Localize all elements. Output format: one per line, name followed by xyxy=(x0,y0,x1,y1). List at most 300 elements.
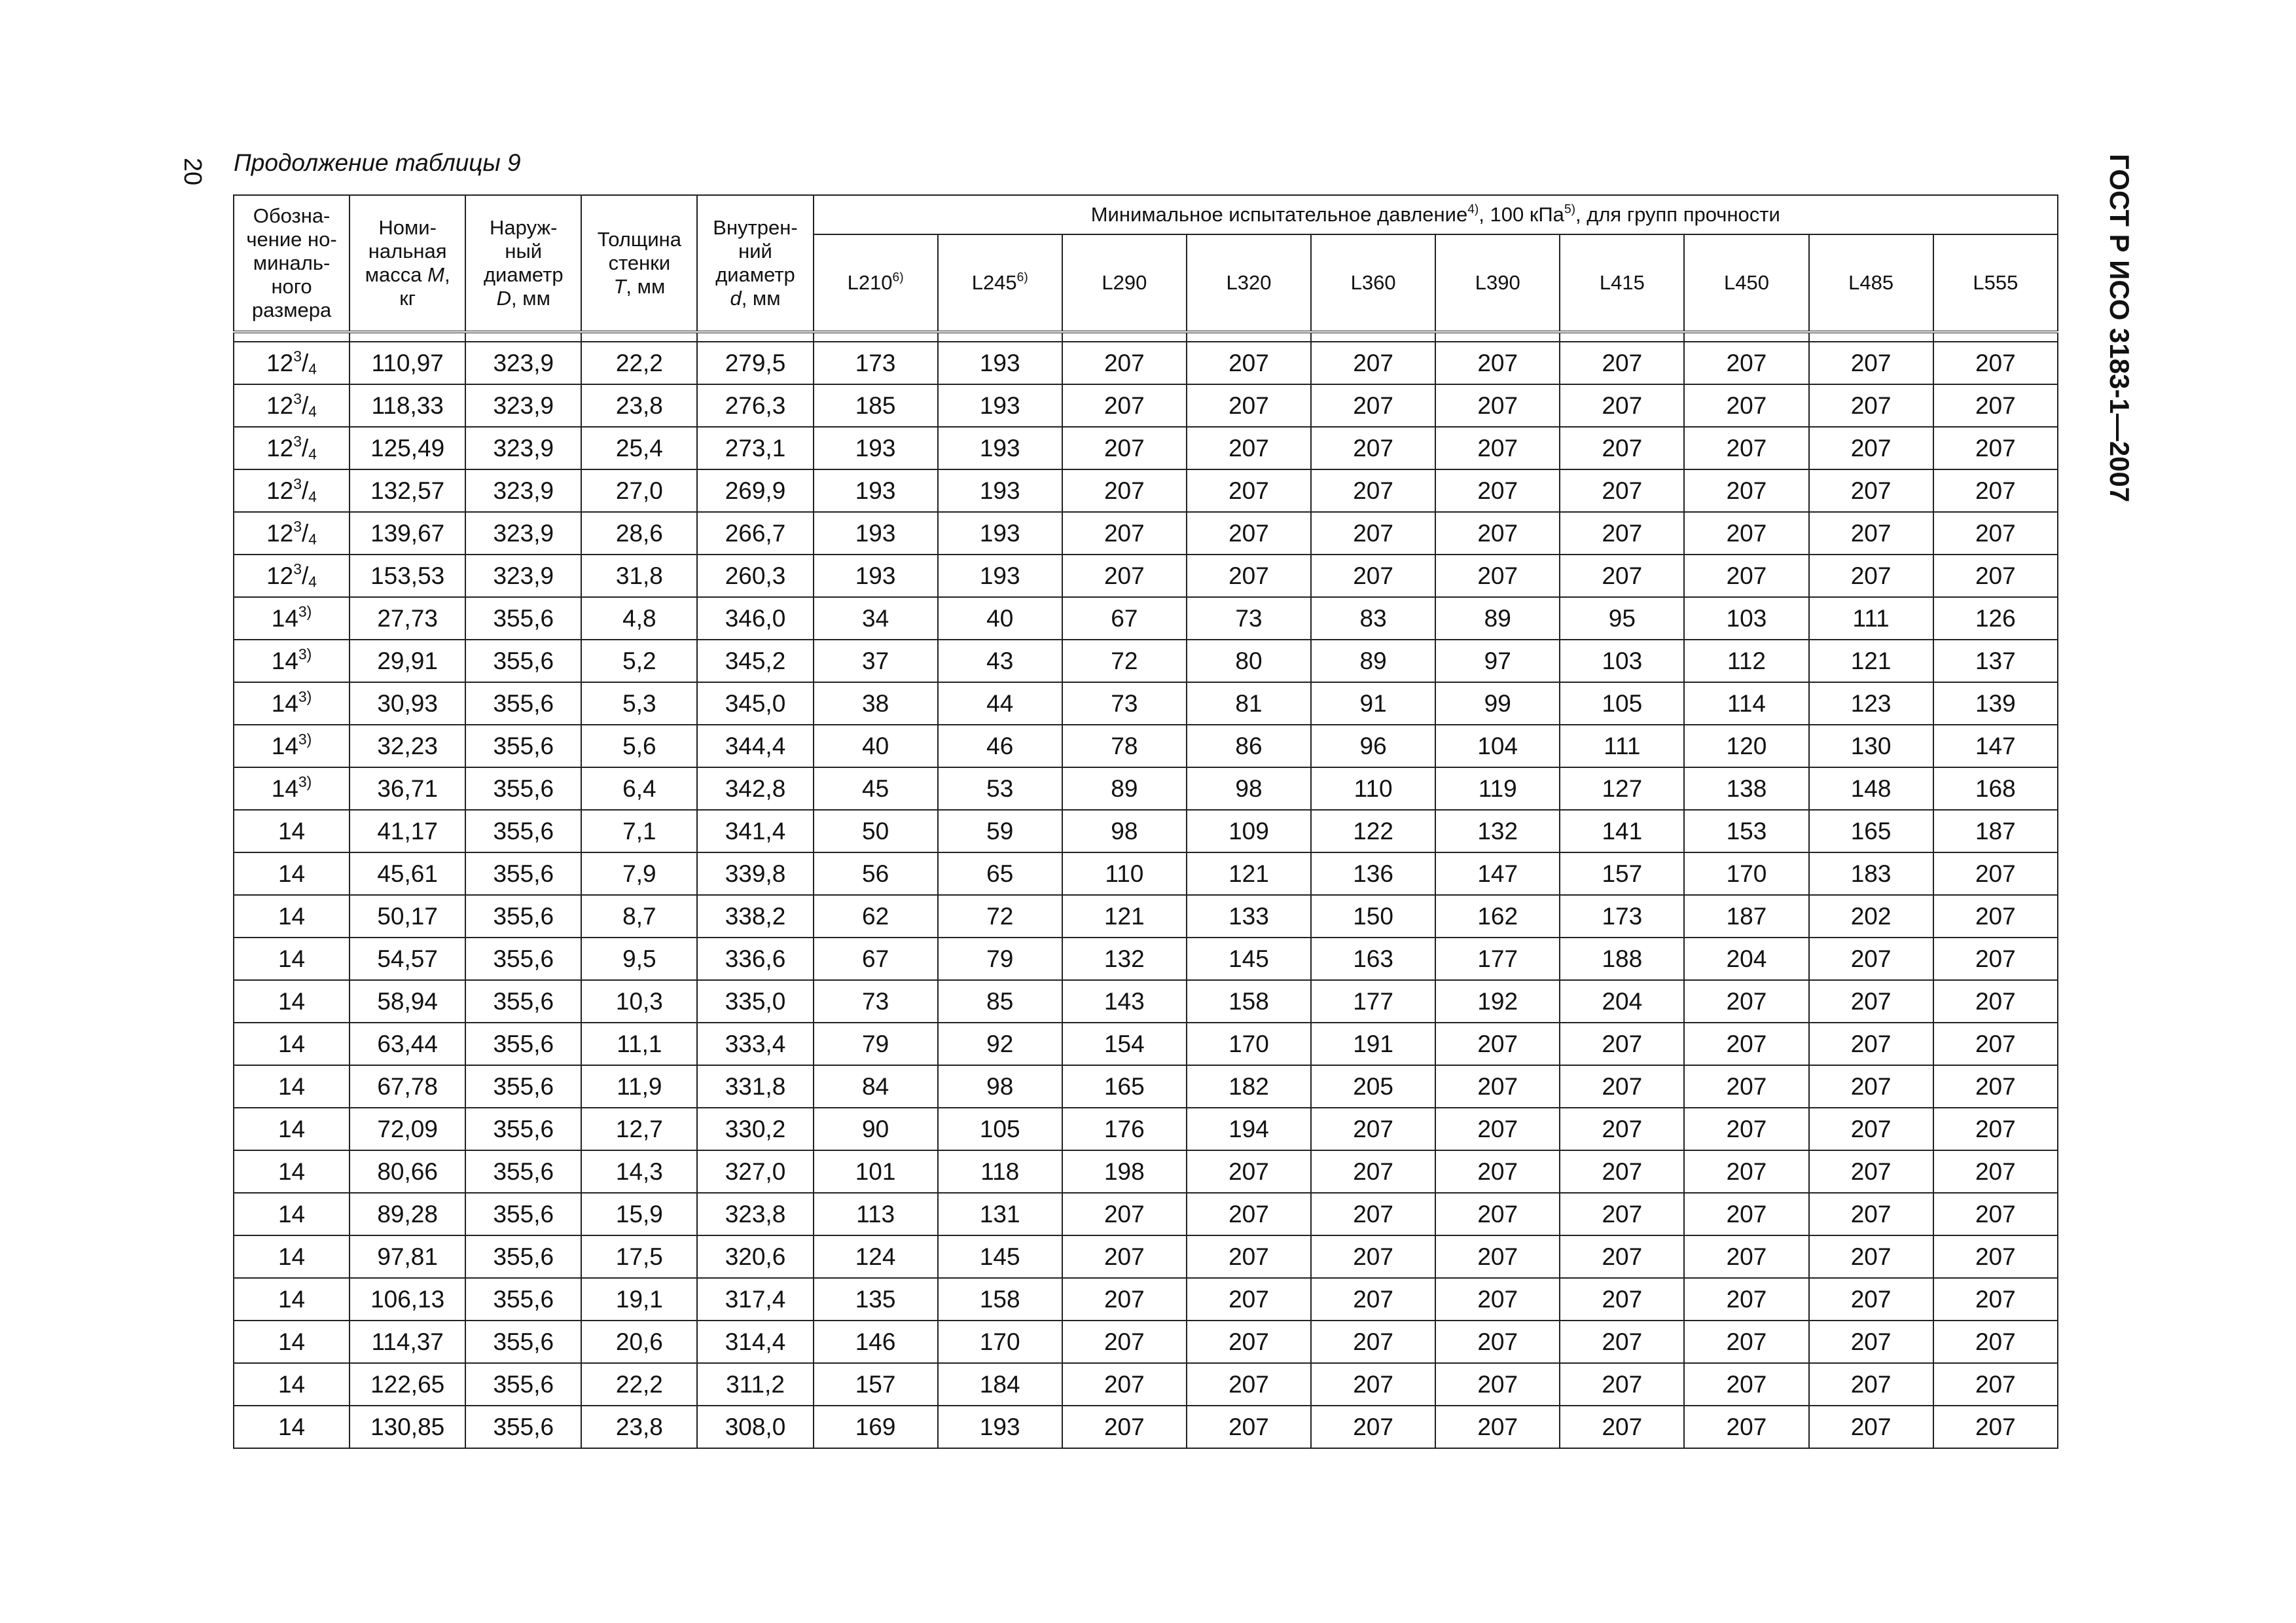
size-designation-cell: 14 xyxy=(234,1023,350,1065)
table-cell: 139 xyxy=(1933,682,2058,725)
table-cell: 355,6 xyxy=(465,682,581,725)
table-cell: 207 xyxy=(1062,1321,1187,1363)
table-cell: 170 xyxy=(1684,852,1808,895)
table-cell: 327,0 xyxy=(697,1150,813,1193)
table-cell: 204 xyxy=(1684,938,1808,980)
table-row xyxy=(234,555,2058,597)
table-cell: 29,91 xyxy=(350,640,465,682)
table-cell: 355,6 xyxy=(465,1150,581,1193)
table-cell: 207 xyxy=(1809,1065,1933,1108)
table-cell: 98 xyxy=(1062,810,1187,852)
table-cell: 121 xyxy=(1062,895,1187,938)
table-row xyxy=(234,980,2058,1023)
size-designation-cell: 14 xyxy=(234,1406,350,1448)
table-cell: 207 xyxy=(1435,1278,1560,1321)
table-cell: 95 xyxy=(1560,597,1684,640)
table-cell: 323,9 xyxy=(465,342,581,384)
table-cell: 8,7 xyxy=(581,895,697,938)
table-cell: 163 xyxy=(1311,938,1435,980)
table-cell: 207 xyxy=(1933,1363,2058,1406)
size-designation-cell: 14 xyxy=(234,1321,350,1363)
size-designation-cell: $12^3/_4$ xyxy=(234,342,350,384)
table-cell: 173 xyxy=(814,342,938,384)
table-cell: 62 xyxy=(814,895,938,938)
table-cell: 157 xyxy=(1560,852,1684,895)
table-cell: 15,9 xyxy=(581,1193,697,1235)
table-cell: 193 xyxy=(814,555,938,597)
size-designation-cell: 14 xyxy=(234,1278,350,1321)
table-cell: 207 xyxy=(1933,938,2058,980)
table-cell: 355,6 xyxy=(465,1363,581,1406)
table-row xyxy=(234,1363,2058,1406)
size-designation-cell: 14$^{3)}$ xyxy=(234,597,350,640)
table-cell: 105 xyxy=(1560,682,1684,725)
table-cell: 113 xyxy=(814,1193,938,1235)
table-cell: 193 xyxy=(938,342,1062,384)
header-designation: Обозна- чение но- миналь- ного размера xyxy=(234,195,350,332)
table-cell: 323,9 xyxy=(465,427,581,469)
table-cell: 79 xyxy=(814,1023,938,1065)
table-cell: 207 xyxy=(1435,1235,1560,1278)
table-cell: 121 xyxy=(1187,852,1311,895)
table-cell: 207 xyxy=(1684,384,1808,427)
table-cell: 207 xyxy=(1933,1321,2058,1363)
table-cell: 207 xyxy=(1684,1193,1808,1235)
table-cell: 207 xyxy=(1684,1321,1808,1363)
table-cell: 355,6 xyxy=(465,1321,581,1363)
grade-header: L245$^{6)}$ xyxy=(938,234,1062,332)
table-cell: 176 xyxy=(1062,1108,1187,1150)
grade-header: L555 xyxy=(1933,234,2058,332)
table-cell: 131 xyxy=(938,1193,1062,1235)
table-cell: 43 xyxy=(938,640,1062,682)
table-cell: 344,4 xyxy=(697,725,813,767)
table-cell: 207 xyxy=(1933,1193,2058,1235)
table-cell: 207 xyxy=(1933,1235,2058,1278)
table-cell: 153,53 xyxy=(350,555,465,597)
table-cell: 355,6 xyxy=(465,938,581,980)
table-cell: 333,4 xyxy=(697,1023,813,1065)
table-cell: 355,6 xyxy=(465,1278,581,1321)
table-cell: 154 xyxy=(1062,1023,1187,1065)
size-designation-cell: 14 xyxy=(234,1363,350,1406)
table-cell: 207 xyxy=(1809,1363,1933,1406)
table-cell: 92 xyxy=(938,1023,1062,1065)
table-row xyxy=(234,597,2058,640)
table-cell: 207 xyxy=(1809,469,1933,512)
table-cell: 207 xyxy=(1684,427,1808,469)
table-cell: 138 xyxy=(1684,767,1808,810)
table-cell: 279,5 xyxy=(697,342,813,384)
table-row xyxy=(234,1406,2058,1448)
table-continuation-title: Продолжение таблицы 9 xyxy=(234,149,521,176)
table-cell: 355,6 xyxy=(465,810,581,852)
table-cell: 207 xyxy=(1311,1278,1435,1321)
table-cell: 103 xyxy=(1684,597,1808,640)
table-cell: 45 xyxy=(814,767,938,810)
table-cell: 22,2 xyxy=(581,342,697,384)
table-cell: 207 xyxy=(1933,469,2058,512)
table-cell: 183 xyxy=(1809,852,1933,895)
table-cell: 207 xyxy=(1435,342,1560,384)
table-cell: 355,6 xyxy=(465,1235,581,1278)
table-cell: 207 xyxy=(1933,1278,2058,1321)
table-cell: 112 xyxy=(1684,640,1808,682)
table-cell: 207 xyxy=(1684,980,1808,1023)
table-cell: 355,6 xyxy=(465,852,581,895)
table-cell: 314,4 xyxy=(697,1321,813,1363)
table-row xyxy=(234,640,2058,682)
size-designation-cell: 14 xyxy=(234,980,350,1023)
table-cell: 105 xyxy=(938,1108,1062,1150)
header-inner-diameter: Внутрен- ний диаметр d, мм xyxy=(697,195,813,332)
table-cell: 67 xyxy=(814,938,938,980)
table-cell: 207 xyxy=(1933,384,2058,427)
table-cell: 137 xyxy=(1933,640,2058,682)
table-cell: 207 xyxy=(1933,1108,2058,1150)
table-cell: 53 xyxy=(938,767,1062,810)
table-cell: 90 xyxy=(814,1108,938,1150)
table-cell: 106,13 xyxy=(350,1278,465,1321)
table-cell: 355,6 xyxy=(465,1065,581,1108)
table-cell: 193 xyxy=(938,512,1062,555)
grade-header: L210$^{6)}$ xyxy=(814,234,938,332)
header-wall-thickness: Толщина стенки T, мм xyxy=(581,195,697,332)
table-cell: 207 xyxy=(1560,1235,1684,1278)
table-row xyxy=(234,1235,2058,1278)
table-cell: 207 xyxy=(1435,512,1560,555)
table-cell: 118 xyxy=(938,1150,1062,1193)
table-cell: 317,4 xyxy=(697,1278,813,1321)
table-cell: 109 xyxy=(1187,810,1311,852)
table-cell: 207 xyxy=(1809,938,1933,980)
table-cell: 207 xyxy=(1809,1108,1933,1150)
table-cell: 207 xyxy=(1560,1065,1684,1108)
table-cell: 122,65 xyxy=(350,1363,465,1406)
table-header xyxy=(234,195,2058,332)
table-cell: 120 xyxy=(1684,725,1808,767)
table-cell: 132 xyxy=(1435,810,1560,852)
table-cell: 192 xyxy=(1435,980,1560,1023)
grade-header: L290 xyxy=(1062,234,1187,332)
table-cell: 207 xyxy=(1684,1278,1808,1321)
table-cell: 141 xyxy=(1560,810,1684,852)
table-cell: 147 xyxy=(1435,852,1560,895)
table-cell: 187 xyxy=(1684,895,1808,938)
table-cell: 207 xyxy=(1311,1406,1435,1448)
table-cell: 80 xyxy=(1187,640,1311,682)
table-cell: 132,57 xyxy=(350,469,465,512)
table-cell: 260,3 xyxy=(697,555,813,597)
table-cell: 323,9 xyxy=(465,512,581,555)
size-designation-cell: 14 xyxy=(234,1108,350,1150)
table-cell: 207 xyxy=(1933,1406,2058,1448)
table-row xyxy=(234,682,2058,725)
size-designation-cell: $12^3/_4$ xyxy=(234,384,350,427)
table-cell: 19,1 xyxy=(581,1278,697,1321)
table-cell: 207 xyxy=(1809,1235,1933,1278)
table-cell: 89 xyxy=(1311,640,1435,682)
table-cell: 133 xyxy=(1187,895,1311,938)
table-cell: 59 xyxy=(938,810,1062,852)
table-cell: 143 xyxy=(1062,980,1187,1023)
header-outer-diameter: Наруж- ный диаметр D, мм xyxy=(465,195,581,332)
table-cell: 25,4 xyxy=(581,427,697,469)
table-cell: 80,66 xyxy=(350,1150,465,1193)
table-cell: 122 xyxy=(1311,810,1435,852)
table-cell: 207 xyxy=(1311,1235,1435,1278)
table-cell: 162 xyxy=(1435,895,1560,938)
table-cell: 124 xyxy=(814,1235,938,1278)
table-cell: 207 xyxy=(1933,512,2058,555)
table-cell: 207 xyxy=(1187,555,1311,597)
table-cell: 72 xyxy=(1062,640,1187,682)
size-designation-cell: 14 xyxy=(234,1235,350,1278)
table-cell: 207 xyxy=(1062,1235,1187,1278)
table-cell: 185 xyxy=(814,384,938,427)
table-cell: 311,2 xyxy=(697,1363,813,1406)
table-cell: 132 xyxy=(1062,938,1187,980)
table-cell: 207 xyxy=(1684,1065,1808,1108)
table-cell: 146 xyxy=(814,1321,938,1363)
table-cell: 111 xyxy=(1560,725,1684,767)
table-cell: 207 xyxy=(1809,980,1933,1023)
table-cell: 193 xyxy=(814,512,938,555)
table-cell: 207 xyxy=(1062,1193,1187,1235)
table-cell: 5,3 xyxy=(581,682,697,725)
table-cell: 207 xyxy=(1311,555,1435,597)
table-cell: 31,8 xyxy=(581,555,697,597)
table-cell: 355,6 xyxy=(465,725,581,767)
table-cell: 207 xyxy=(1187,384,1311,427)
table-cell: 193 xyxy=(938,469,1062,512)
table-cell: 207 xyxy=(1809,1150,1933,1193)
table-cell: 207 xyxy=(1684,1150,1808,1193)
table-cell: 150 xyxy=(1311,895,1435,938)
table-cell: 126 xyxy=(1933,597,2058,640)
table-cell: 85 xyxy=(938,980,1062,1023)
table-cell: 101 xyxy=(814,1150,938,1193)
size-designation-cell: 14 xyxy=(234,895,350,938)
table-cell: 207 xyxy=(1435,1023,1560,1065)
table-cell: 207 xyxy=(1684,342,1808,384)
table-cell: 308,0 xyxy=(697,1406,813,1448)
table-cell: 11,1 xyxy=(581,1023,697,1065)
table-cell: 98 xyxy=(938,1065,1062,1108)
table-cell: 207 xyxy=(1435,1363,1560,1406)
table-cell: 110 xyxy=(1062,852,1187,895)
table-cell: 207 xyxy=(1560,1406,1684,1448)
table-cell: 207 xyxy=(1684,1108,1808,1150)
table-row xyxy=(234,852,2058,895)
table-cell: 207 xyxy=(1187,342,1311,384)
table-cell: 123 xyxy=(1809,682,1933,725)
table-cell: 207 xyxy=(1311,1193,1435,1235)
table-cell: 207 xyxy=(1435,1108,1560,1150)
table-cell: 184 xyxy=(938,1363,1062,1406)
table-cell: 135 xyxy=(814,1278,938,1321)
table-cell: 89 xyxy=(1435,597,1560,640)
table-cell: 207 xyxy=(1933,427,2058,469)
grade-header: L360 xyxy=(1311,234,1435,332)
table-cell: 89,28 xyxy=(350,1193,465,1235)
table-cell: 207 xyxy=(1809,1321,1933,1363)
size-designation-cell: 14 xyxy=(234,938,350,980)
table-cell: 17,5 xyxy=(581,1235,697,1278)
table-cell: 98 xyxy=(1187,767,1311,810)
table-cell: 207 xyxy=(1435,1321,1560,1363)
table-cell: 204 xyxy=(1560,980,1684,1023)
size-designation-cell: 14 xyxy=(234,852,350,895)
table-cell: 207 xyxy=(1560,469,1684,512)
table-cell: 207 xyxy=(1435,555,1560,597)
table-cell: 119 xyxy=(1435,767,1560,810)
table-cell: 148 xyxy=(1809,767,1933,810)
table-cell: 207 xyxy=(1809,1023,1933,1065)
table-cell: 355,6 xyxy=(465,1108,581,1150)
table-row xyxy=(234,767,2058,810)
table-cell: 269,9 xyxy=(697,469,813,512)
table-cell: 7,1 xyxy=(581,810,697,852)
table-cell: 207 xyxy=(1311,1321,1435,1363)
table-cell: 323,9 xyxy=(465,555,581,597)
table-cell: 157 xyxy=(814,1363,938,1406)
table-cell: 67 xyxy=(1062,597,1187,640)
table-cell: 89 xyxy=(1062,767,1187,810)
table-cell: 130 xyxy=(1809,725,1933,767)
table-cell: 177 xyxy=(1435,938,1560,980)
table-cell: 207 xyxy=(1311,342,1435,384)
table-cell: 169 xyxy=(814,1406,938,1448)
table-cell: 193 xyxy=(814,469,938,512)
table-cell: 207 xyxy=(1809,384,1933,427)
table-cell: 320,6 xyxy=(697,1235,813,1278)
table-cell: 193 xyxy=(938,427,1062,469)
table-cell: 73 xyxy=(1062,682,1187,725)
table-cell: 41,17 xyxy=(350,810,465,852)
table-cell: 193 xyxy=(938,1406,1062,1448)
grade-header: L390 xyxy=(1435,234,1560,332)
table-cell: 158 xyxy=(938,1278,1062,1321)
table-cell: 28,6 xyxy=(581,512,697,555)
table-cell: 83 xyxy=(1311,597,1435,640)
table-cell: 45,61 xyxy=(350,852,465,895)
table-cell: 355,6 xyxy=(465,980,581,1023)
table-cell: 207 xyxy=(1311,1150,1435,1193)
table-cell: 182 xyxy=(1187,1065,1311,1108)
size-designation-cell: 14 xyxy=(234,1193,350,1235)
table-cell: 56 xyxy=(814,852,938,895)
table-row xyxy=(234,1150,2058,1193)
table-cell: 207 xyxy=(1435,469,1560,512)
table-cell: 81 xyxy=(1187,682,1311,725)
table-row xyxy=(234,469,2058,512)
table-cell: 207 xyxy=(1435,427,1560,469)
table-cell: 207 xyxy=(1062,427,1187,469)
table-cell: 207 xyxy=(1311,384,1435,427)
size-designation-cell: 14$^{3)}$ xyxy=(234,682,350,725)
table-cell: 32,23 xyxy=(350,725,465,767)
table-cell: 207 xyxy=(1435,384,1560,427)
table-cell: 207 xyxy=(1187,512,1311,555)
table-row xyxy=(234,938,2058,980)
table-cell: 207 xyxy=(1062,1406,1187,1448)
table-cell: 165 xyxy=(1809,810,1933,852)
page-number: 20 xyxy=(179,157,206,186)
table-cell: 207 xyxy=(1560,1363,1684,1406)
table-cell: 207 xyxy=(1933,342,2058,384)
table-cell: 23,8 xyxy=(581,1406,697,1448)
table-cell: 207 xyxy=(1560,1193,1684,1235)
table-cell: 72 xyxy=(938,895,1062,938)
table-cell: 338,2 xyxy=(697,895,813,938)
table-cell: 22,2 xyxy=(581,1363,697,1406)
table-cell: 339,8 xyxy=(697,852,813,895)
table-cell: 91 xyxy=(1311,682,1435,725)
table-row xyxy=(234,810,2058,852)
table-cell: 207 xyxy=(1435,1406,1560,1448)
table-cell: 127 xyxy=(1560,767,1684,810)
table-cell: 23,8 xyxy=(581,384,697,427)
table-cell: 207 xyxy=(1809,427,1933,469)
table-cell: 145 xyxy=(1187,938,1311,980)
table-row xyxy=(234,1108,2058,1150)
table-cell: 345,0 xyxy=(697,682,813,725)
table-cell: 20,6 xyxy=(581,1321,697,1363)
table-cell: 111 xyxy=(1809,597,1933,640)
table-cell: 207 xyxy=(1435,1150,1560,1193)
table-cell: 193 xyxy=(938,555,1062,597)
table-cell: 7,9 xyxy=(581,852,697,895)
table-cell: 207 xyxy=(1435,1193,1560,1235)
table-cell: 103 xyxy=(1560,640,1684,682)
table-cell: 207 xyxy=(1311,1363,1435,1406)
table-cell: 266,7 xyxy=(697,512,813,555)
table-cell: 207 xyxy=(1311,512,1435,555)
table-row xyxy=(234,384,2058,427)
table-cell: 207 xyxy=(1560,342,1684,384)
table-cell: 168 xyxy=(1933,767,2058,810)
table-cell: 194 xyxy=(1187,1108,1311,1150)
header-mass: Номи- нальная масса M, кг xyxy=(350,195,465,332)
table-cell: 207 xyxy=(1187,1278,1311,1321)
table-cell: 323,9 xyxy=(465,384,581,427)
table-cell: 345,2 xyxy=(697,640,813,682)
document-code: ГОСТ Р ИСО 3183-1—2007 xyxy=(2104,154,2135,503)
table-cell: 191 xyxy=(1311,1023,1435,1065)
grade-header: L415 xyxy=(1560,234,1684,332)
size-designation-cell: 14 xyxy=(234,1150,350,1193)
table-row xyxy=(234,1023,2058,1065)
table-cell: 207 xyxy=(1560,1108,1684,1150)
size-designation-cell: 14 xyxy=(234,1065,350,1108)
size-designation-cell: $12^3/_4$ xyxy=(234,512,350,555)
table-cell: 63,44 xyxy=(350,1023,465,1065)
table-body xyxy=(234,342,2058,1448)
size-designation-cell: 14 xyxy=(234,810,350,852)
header-pressure-group: Минимальное испытательное давление$^{4)}$, 100 кПа$^{5)}$, для групп прочности xyxy=(814,195,2058,234)
table-cell: 207 xyxy=(1560,1321,1684,1363)
table-cell: 207 xyxy=(1062,342,1187,384)
table-cell: 323,8 xyxy=(697,1193,813,1235)
table-cell: 207 xyxy=(1933,980,2058,1023)
table-cell: 355,6 xyxy=(465,597,581,640)
table-cell: 207 xyxy=(1311,469,1435,512)
table-cell: 207 xyxy=(1809,512,1933,555)
table-cell: 44 xyxy=(938,682,1062,725)
table-cell: 207 xyxy=(1933,555,2058,597)
table-cell: 193 xyxy=(938,384,1062,427)
